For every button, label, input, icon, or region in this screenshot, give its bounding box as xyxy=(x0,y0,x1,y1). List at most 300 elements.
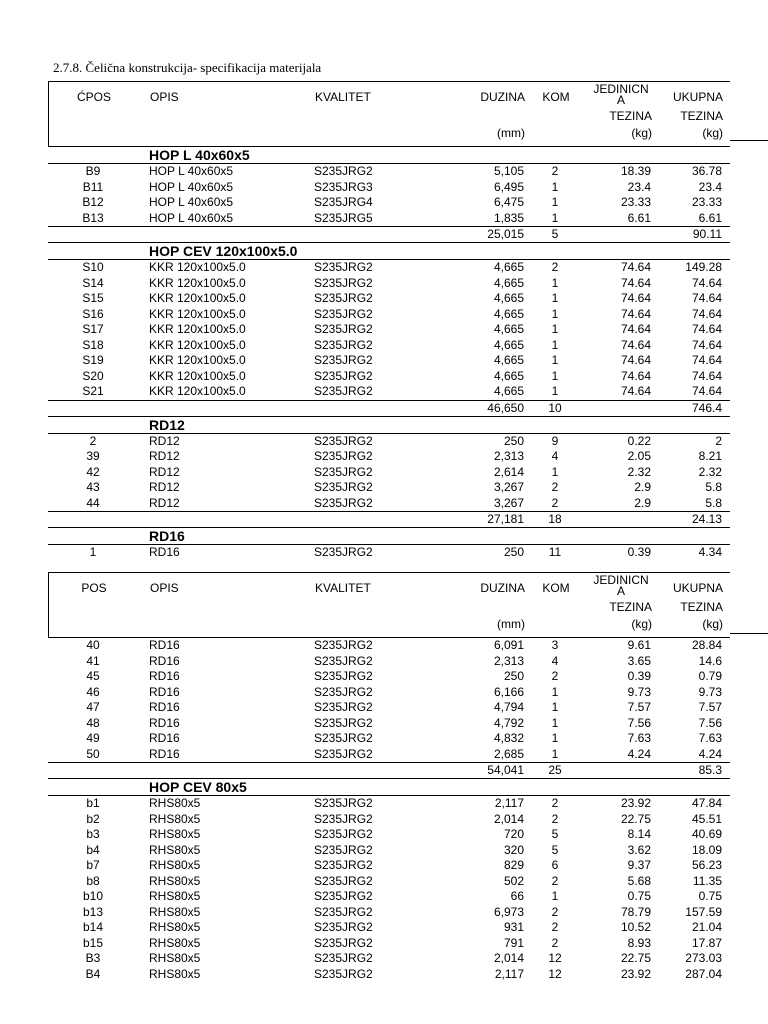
cell-duzina: 4,665 xyxy=(493,291,524,305)
cell-pos: B13 xyxy=(82,210,104,225)
cell-kom: 1 xyxy=(551,731,559,745)
col-ukupna-header-1: UKUPNA xyxy=(672,581,723,595)
cell-ukupna-tezina: 74.64 xyxy=(691,368,722,383)
cell-ukupna-tezina: 9.73 xyxy=(698,684,722,699)
cell-kvalitet: S235JRG5 xyxy=(314,210,373,225)
section-heading: RD12 xyxy=(48,417,730,434)
cell-kom: 2 xyxy=(551,920,559,934)
cell-kvalitet: S235JRG2 xyxy=(314,337,373,352)
col-ukupna-unit: (kg) xyxy=(702,617,723,631)
cell-kom: 1 xyxy=(551,291,559,305)
cell-pos: S16 xyxy=(82,306,104,321)
col-pos-header: ĆPOS xyxy=(76,90,111,104)
cell-kom: 2 xyxy=(551,480,559,494)
cell-pos: S19 xyxy=(82,353,104,367)
cell-kvalitet: S235JRG2 xyxy=(314,653,373,668)
col-jed-header-2: A xyxy=(616,584,625,598)
cell-kom: 1 xyxy=(551,684,559,699)
cell-kvalitet: S235JRG2 xyxy=(314,873,373,888)
cell-jedinicna-tezina: 0.39 xyxy=(627,545,651,559)
cell-kvalitet: S235JRG2 xyxy=(314,951,373,965)
cell-ukupna-tezina: 273.03 xyxy=(685,951,722,965)
cell-jedinicna-tezina: 0.39 xyxy=(627,669,651,683)
cell-pos: 39 xyxy=(86,449,100,463)
col-ukupna-header-1: UKUPNA xyxy=(672,90,723,104)
cell-ukupna-tezina: 0.79 xyxy=(698,669,722,683)
cell-duzina: 4,665 xyxy=(493,322,524,336)
cell-ukupna-tezina: 74.64 xyxy=(691,275,722,290)
cell-ukupna-tezina: 74.64 xyxy=(691,306,722,321)
cell-opis: RD16 xyxy=(149,746,180,761)
cell-kvalitet: S235JRG2 xyxy=(314,291,373,305)
cell-ukupna-tezina: 7.63 xyxy=(698,731,722,745)
cell-kom: 1 xyxy=(551,337,559,352)
cell-ukupna-tezina: 4.24 xyxy=(698,746,722,761)
table-row xyxy=(48,291,730,307)
cell-opis: KKR 120x100x5.0 xyxy=(149,368,246,383)
cell-duzina: 6,973 xyxy=(493,904,524,919)
cell-jedinicna-tezina: 0.75 xyxy=(627,889,651,903)
table-row xyxy=(48,307,730,323)
cell-pos: 50 xyxy=(86,746,100,761)
cell-kvalitet: S235JRG2 xyxy=(314,904,373,919)
cell-jedinicna-tezina: 74.64 xyxy=(620,275,651,290)
cell-pos: 46 xyxy=(86,684,100,699)
cell-kom: 1 xyxy=(551,464,559,479)
cell-kom: 1 xyxy=(551,889,559,903)
section-heading: HOP CEV 120x100x5.0 xyxy=(48,243,730,260)
cell-jedinicna-tezina: 4.24 xyxy=(627,746,651,761)
cell-jedinicna-tezina: 23.4 xyxy=(627,179,651,194)
col-duzina-unit: (mm) xyxy=(497,126,525,140)
cell-opis: HOP L 40x60x5 xyxy=(149,210,234,225)
cell-duzina: 720 xyxy=(503,827,524,841)
cell-ukupna-tezina: 28.84 xyxy=(691,638,722,652)
cell-opis: RD16 xyxy=(149,545,180,559)
cell-jedinicna-tezina: 6.61 xyxy=(627,210,651,225)
cell-ukupna-tezina: 45.51 xyxy=(691,811,722,826)
cell-duzina: 4,665 xyxy=(493,368,524,383)
cell-duzina: 320 xyxy=(503,842,524,857)
table-row xyxy=(48,384,730,400)
cell-kvalitet: S235JRG2 xyxy=(314,731,373,745)
cell-jedinicna-tezina: 74.64 xyxy=(620,337,651,352)
cell-pos: 43 xyxy=(86,480,100,494)
col-ukupna-header-2: TEZINA xyxy=(680,109,723,123)
cell-jedinicna-tezina: 8.14 xyxy=(627,827,651,841)
cell-kvalitet: S235JRG2 xyxy=(314,545,373,559)
cell-jedinicna-tezina: 9.73 xyxy=(627,684,651,699)
table-row xyxy=(48,858,730,874)
cell-ukupna-tezina: 17.87 xyxy=(691,935,722,950)
cell-ukupna-tezina: 4.34 xyxy=(698,545,722,559)
cell-duzina: 2,014 xyxy=(493,811,524,826)
cell-jedinicna-tezina: 22.75 xyxy=(620,951,651,965)
cell-opis: RHS80x5 xyxy=(149,796,201,810)
table-row xyxy=(48,843,730,859)
cell-duzina: 2,313 xyxy=(493,449,524,463)
cell-duzina: 4,792 xyxy=(493,715,524,730)
cell-jedinicna-tezina: 7.56 xyxy=(627,715,651,730)
cell-kom: 12 xyxy=(548,966,562,981)
cell-kom: 5 xyxy=(551,827,559,841)
table-row xyxy=(48,967,730,983)
cell-pos: 47 xyxy=(86,700,100,714)
cell-kom: 2 xyxy=(551,811,559,826)
cell-duzina: 250 xyxy=(503,545,524,559)
total-ukupna: 85.3 xyxy=(698,763,722,777)
cell-opis: RD12 xyxy=(149,480,180,494)
cell-opis: RD12 xyxy=(149,433,180,448)
cell-ukupna-tezina: 11.35 xyxy=(692,873,722,888)
cell-pos: b1 xyxy=(86,796,100,810)
table-row xyxy=(48,353,730,369)
cell-duzina: 4,665 xyxy=(493,337,524,352)
table-row xyxy=(48,164,730,180)
section-heading: RD16 xyxy=(48,528,730,545)
cell-jedinicna-tezina: 3.65 xyxy=(627,653,651,668)
cell-pos: b14 xyxy=(82,920,104,934)
cell-opis: RD16 xyxy=(149,700,180,714)
cell-duzina: 66 xyxy=(510,889,524,903)
col-duzina-header: DUZINA xyxy=(480,90,525,104)
cell-ukupna-tezina: 6.61 xyxy=(698,210,722,225)
cell-kom: 1 xyxy=(551,306,559,321)
cell-opis: RD12 xyxy=(149,464,180,479)
cell-jedinicna-tezina: 23.92 xyxy=(620,796,651,810)
cell-duzina: 2,313 xyxy=(493,653,524,668)
table-row xyxy=(48,920,730,936)
cell-pos: S15 xyxy=(82,291,104,305)
cell-opis: KKR 120x100x5.0 xyxy=(149,353,246,367)
cell-ukupna-tezina: 0.75 xyxy=(698,889,722,903)
table-row xyxy=(48,434,730,450)
col-jed-header-3: TEZINA xyxy=(609,600,652,614)
cell-pos: 44 xyxy=(86,495,100,510)
cell-ukupna-tezina: 8.21 xyxy=(698,449,722,463)
cell-opis: RHS80x5 xyxy=(149,966,201,981)
cell-duzina: 2,117 xyxy=(494,796,524,810)
cell-duzina: 4,665 xyxy=(493,353,524,367)
cell-kvalitet: S235JRG2 xyxy=(314,746,373,761)
cell-ukupna-tezina: 36.78 xyxy=(691,164,722,178)
cell-kom: 2 xyxy=(551,495,559,510)
cell-duzina: 3,267 xyxy=(493,495,524,510)
col-jed-header-1: JEDINICN xyxy=(593,573,649,587)
section-total-row xyxy=(48,226,730,243)
table-row xyxy=(48,747,730,763)
table-row xyxy=(48,180,730,196)
table-1-stub-line xyxy=(730,140,768,141)
cell-kom: 2 xyxy=(551,904,559,919)
cell-kvalitet: S235JRG2 xyxy=(314,480,373,494)
total-kom: 18 xyxy=(548,512,562,526)
cell-ukupna-tezina: 40.69 xyxy=(691,827,722,841)
cell-pos: S14 xyxy=(82,275,104,290)
spec-table-2 xyxy=(48,572,730,982)
cell-jedinicna-tezina: 78.79 xyxy=(620,904,651,919)
cell-jedinicna-tezina: 2.32 xyxy=(627,464,651,479)
cell-kvalitet: S235JRG2 xyxy=(314,669,373,683)
cell-kvalitet: S235JRG2 xyxy=(314,935,373,950)
cell-kvalitet: S235JRG2 xyxy=(314,827,373,841)
cell-kvalitet: S235JRG4 xyxy=(314,195,373,209)
cell-kvalitet: S235JRG3 xyxy=(314,179,373,194)
cell-kom: 12 xyxy=(548,951,562,965)
cell-jedinicna-tezina: 74.64 xyxy=(620,306,651,321)
table-row xyxy=(48,545,730,561)
cell-ukupna-tezina: 157.59 xyxy=(685,904,722,919)
cell-ukupna-tezina: 74.64 xyxy=(691,337,722,352)
table-row xyxy=(48,322,730,338)
cell-duzina: 2,614 xyxy=(493,464,524,479)
cell-opis: HOP L 40x60x5 xyxy=(149,195,234,209)
cell-ukupna-tezina: 74.64 xyxy=(691,322,722,336)
col-kom-header: KOM xyxy=(542,90,570,104)
total-kom: 25 xyxy=(548,763,562,777)
cell-kom: 1 xyxy=(551,210,559,225)
cell-opis: RD12 xyxy=(149,495,180,510)
cell-kvalitet: S235JRG2 xyxy=(314,164,373,178)
cell-pos: 49 xyxy=(86,731,100,745)
cell-kom: 4 xyxy=(551,653,559,668)
cell-opis: KKR 120x100x5.0 xyxy=(149,260,246,274)
cell-kvalitet: S235JRG2 xyxy=(314,306,373,321)
cell-opis: RHS80x5 xyxy=(149,951,201,965)
cell-duzina: 4,665 xyxy=(493,384,524,398)
section-heading: HOP CEV 80x5 xyxy=(48,779,730,796)
cell-opis: RHS80x5 xyxy=(149,827,201,841)
total-ukupna: 24.13 xyxy=(691,512,722,526)
table-row xyxy=(48,654,730,670)
cell-ukupna-tezina: 149.28 xyxy=(685,260,722,274)
cell-pos: 2 xyxy=(89,433,97,448)
cell-ukupna-tezina: 47.84 xyxy=(691,796,722,810)
table-row xyxy=(48,338,730,354)
table-row xyxy=(48,276,730,292)
cell-ukupna-tezina: 23.4 xyxy=(698,179,722,194)
table-row xyxy=(48,260,730,276)
table-row xyxy=(48,449,730,465)
cell-duzina: 502 xyxy=(503,873,524,888)
cell-kvalitet: S235JRG2 xyxy=(314,842,373,857)
cell-ukupna-tezina: 18.09 xyxy=(691,842,722,857)
cell-kvalitet: S235JRG2 xyxy=(314,449,373,463)
cell-jedinicna-tezina: 74.64 xyxy=(620,353,651,367)
cell-opis: RHS80x5 xyxy=(149,842,201,857)
cell-duzina: 1,835 xyxy=(493,210,524,225)
cell-opis: RD16 xyxy=(149,669,180,683)
cell-opis: KKR 120x100x5.0 xyxy=(149,275,246,290)
cell-kom: 1 xyxy=(551,746,559,761)
total-duzina: 54,041 xyxy=(487,763,524,777)
cell-kvalitet: S235JRG2 xyxy=(314,796,373,810)
cell-ukupna-tezina: 23.33 xyxy=(691,195,722,209)
cell-kom: 1 xyxy=(551,179,559,194)
cell-ukupna-tezina: 14.6 xyxy=(698,653,722,668)
cell-duzina: 6,166 xyxy=(493,684,524,699)
section-heading: HOP L 40x60x5 xyxy=(48,147,730,164)
cell-pos: b2 xyxy=(86,811,100,826)
col-kvalitet-header: KVALITET xyxy=(315,581,371,595)
cell-pos: b7 xyxy=(86,858,100,872)
cell-ukupna-tezina: 21.04 xyxy=(691,920,722,934)
cell-jedinicna-tezina: 23.92 xyxy=(620,966,651,981)
table-row xyxy=(48,812,730,828)
cell-kom: 1 xyxy=(551,275,559,290)
cell-opis: HOP L 40x60x5 xyxy=(149,164,234,178)
col-opis-header: OPIS xyxy=(150,581,179,595)
cell-pos: b3 xyxy=(86,827,100,841)
cell-kvalitet: S235JRG2 xyxy=(314,684,373,699)
total-kom: 5 xyxy=(551,227,559,241)
cell-pos: S21 xyxy=(82,384,104,398)
cell-duzina: 4,665 xyxy=(493,275,524,290)
cell-kvalitet: S235JRG2 xyxy=(314,966,373,981)
cell-duzina: 2,685 xyxy=(493,746,524,761)
cell-duzina: 2,117 xyxy=(494,966,524,981)
cell-jedinicna-tezina: 0.22 xyxy=(627,433,651,448)
cell-ukupna-tezina: 7.57 xyxy=(698,700,722,714)
table-row xyxy=(48,796,730,812)
spec-table-1 xyxy=(48,81,730,561)
cell-kom: 3 xyxy=(551,638,559,652)
cell-ukupna-tezina: 74.64 xyxy=(691,291,722,305)
cell-kvalitet: S235JRG2 xyxy=(314,811,373,826)
cell-kvalitet: S235JRG2 xyxy=(314,433,373,448)
table-row xyxy=(48,951,730,967)
cell-kom: 4 xyxy=(551,449,559,463)
table-row xyxy=(48,685,730,701)
cell-jedinicna-tezina: 74.64 xyxy=(620,322,651,336)
col-opis-header: OPIS xyxy=(150,90,179,104)
cell-pos: S20 xyxy=(82,368,104,383)
cell-jedinicna-tezina: 7.57 xyxy=(627,700,651,714)
cell-kom: 2 xyxy=(551,164,559,178)
cell-opis: RHS80x5 xyxy=(149,873,201,888)
table-row xyxy=(48,195,730,211)
table-header xyxy=(48,572,730,638)
cell-duzina: 4,665 xyxy=(493,306,524,321)
cell-pos: 42 xyxy=(86,464,100,479)
cell-kvalitet: S235JRG2 xyxy=(314,715,373,730)
table-row xyxy=(48,874,730,890)
cell-jedinicna-tezina: 3.62 xyxy=(627,842,651,857)
cell-jedinicna-tezina: 74.64 xyxy=(620,384,651,398)
cell-opis: RHS80x5 xyxy=(149,811,201,826)
table-row xyxy=(48,889,730,905)
cell-pos: 48 xyxy=(86,715,100,730)
cell-pos: b4 xyxy=(86,842,100,857)
table-row xyxy=(48,496,730,512)
total-ukupna: 90.11 xyxy=(692,227,722,241)
cell-kvalitet: S235JRG2 xyxy=(314,353,373,367)
cell-opis: RD12 xyxy=(149,449,180,463)
section-total-row xyxy=(48,762,730,779)
cell-kvalitet: S235JRG2 xyxy=(314,920,373,934)
cell-ukupna-tezina: 5.8 xyxy=(705,480,722,494)
cell-ukupna-tezina: 7.56 xyxy=(698,715,722,730)
cell-jedinicna-tezina: 2.05 xyxy=(627,449,651,463)
cell-kom: 1 xyxy=(551,353,559,367)
total-ukupna: 746.4 xyxy=(691,400,722,415)
table-row xyxy=(48,465,730,481)
cell-jedinicna-tezina: 2.9 xyxy=(634,480,651,494)
table-row xyxy=(48,716,730,732)
cell-kvalitet: S235JRG2 xyxy=(314,275,373,290)
cell-kom: 1 xyxy=(551,715,559,730)
cell-pos: b8 xyxy=(86,873,100,888)
cell-pos: b10 xyxy=(82,889,104,903)
cell-kom: 1 xyxy=(551,322,559,336)
total-kom: 10 xyxy=(548,400,562,415)
cell-duzina: 250 xyxy=(503,433,524,448)
cell-kom: 2 xyxy=(551,260,559,274)
col-ukupna-header-2: TEZINA xyxy=(680,600,723,614)
cell-kom: 1 xyxy=(551,700,559,714)
cell-pos: B12 xyxy=(82,195,104,209)
cell-pos: S17 xyxy=(82,322,104,336)
cell-kvalitet: S235JRG2 xyxy=(314,858,373,872)
col-duzina-header: DUZINA xyxy=(480,581,525,595)
cell-kom: 2 xyxy=(551,796,559,810)
col-jed-unit: (kg) xyxy=(631,126,652,140)
cell-pos: 41 xyxy=(86,653,100,668)
col-duzina-unit: (mm) xyxy=(497,617,525,631)
cell-duzina: 250 xyxy=(503,669,524,683)
table-row xyxy=(48,480,730,496)
total-duzina: 27,181 xyxy=(487,512,524,526)
cell-ukupna-tezina: 2 xyxy=(715,433,722,448)
cell-ukupna-tezina: 56.23 xyxy=(691,858,722,872)
col-kom-header: KOM xyxy=(542,581,570,595)
cell-kvalitet: S235JRG2 xyxy=(314,464,373,479)
cell-jedinicna-tezina: 7.63 xyxy=(627,731,651,745)
cell-duzina: 6,495 xyxy=(493,179,524,194)
table-header xyxy=(48,81,730,147)
cell-jedinicna-tezina: 22.75 xyxy=(620,811,651,826)
cell-pos: S10 xyxy=(82,260,104,274)
cell-jedinicna-tezina: 9.61 xyxy=(627,638,651,652)
cell-jedinicna-tezina: 74.64 xyxy=(620,291,651,305)
cell-jedinicna-tezina: 74.64 xyxy=(620,368,651,383)
cell-duzina: 4,794 xyxy=(493,700,524,714)
cell-ukupna-tezina: 5.8 xyxy=(705,495,722,510)
cell-kom: 5 xyxy=(551,842,559,857)
cell-kvalitet: S235JRG2 xyxy=(314,889,373,903)
cell-opis: RHS80x5 xyxy=(149,889,201,903)
cell-ukupna-tezina: 287.04 xyxy=(685,966,722,981)
table-row xyxy=(48,211,730,227)
cell-jedinicna-tezina: 5.68 xyxy=(627,873,651,888)
section-total-row xyxy=(48,511,730,528)
cell-kvalitet: S235JRG2 xyxy=(314,384,373,398)
col-jed-header-3: TEZINA xyxy=(609,109,652,123)
cell-opis: RHS80x5 xyxy=(149,935,201,950)
cell-opis: KKR 120x100x5.0 xyxy=(149,337,246,352)
cell-pos: b15 xyxy=(82,935,104,950)
cell-duzina: 6,475 xyxy=(493,195,524,209)
col-jed-unit: (kg) xyxy=(631,617,652,631)
cell-ukupna-tezina: 74.64 xyxy=(691,353,722,367)
table-row xyxy=(48,369,730,385)
cell-opis: RD16 xyxy=(149,653,180,668)
cell-opis: KKR 120x100x5.0 xyxy=(149,291,246,305)
cell-opis: RD16 xyxy=(149,638,180,652)
cell-kvalitet: S235JRG2 xyxy=(314,368,373,383)
cell-pos: S18 xyxy=(82,337,104,352)
table-row xyxy=(48,638,730,654)
